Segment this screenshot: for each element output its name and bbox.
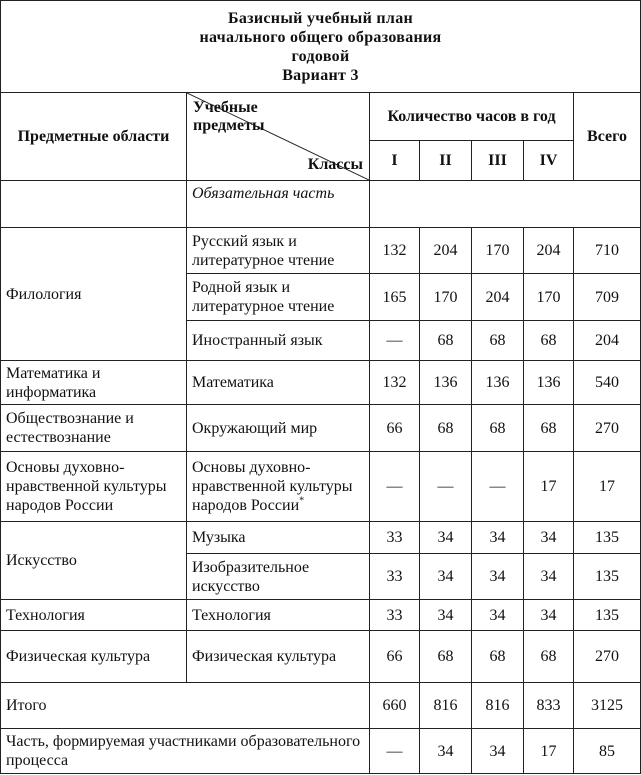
participants-part-label: Часть, формируемая участниками образовательного процесса [1, 729, 370, 774]
subject-cell: Русский язык и литературное чтение [187, 228, 370, 274]
total-cell: 17 [574, 452, 641, 522]
value-cell: 660 [370, 683, 420, 729]
value-cell: 132 [370, 361, 420, 405]
subject-cell: Окружающий мир [187, 405, 370, 452]
table-row [1, 405, 641, 452]
total-cell: 135 [574, 554, 641, 600]
value-cell: 165 [370, 274, 420, 321]
value-cell: 34 [524, 522, 574, 554]
area-cell: Филология [1, 228, 187, 361]
value-cell: — [370, 729, 420, 774]
value-cell: 204 [472, 274, 524, 321]
value-cell: 33 [370, 600, 420, 631]
total-cell: 204 [574, 321, 641, 361]
title-line-2: начального общего образования [199, 28, 442, 46]
participants-part-row [1, 729, 641, 774]
value-cell: 68 [472, 405, 524, 452]
mandatory-label: Обязательная часть [187, 181, 370, 228]
table-row [1, 600, 641, 631]
mandatory-area-empty [1, 181, 187, 228]
value-cell: 833 [524, 683, 574, 729]
total-cell: 85 [574, 729, 641, 774]
header-areas: Предметные области [1, 93, 187, 181]
value-cell: 34 [472, 729, 524, 774]
total-cell: 3125 [574, 683, 641, 729]
area-cell: Математика и информатика [1, 361, 187, 405]
value-cell: 34 [420, 522, 472, 554]
footnote-mark: * [299, 495, 305, 507]
value-cell: 170 [524, 274, 574, 321]
header-grade-2: II [420, 141, 472, 181]
subject-cell: Иностранный язык [187, 321, 370, 361]
total-cell: 135 [574, 522, 641, 554]
value-cell: 17 [524, 729, 574, 774]
value-cell: 66 [370, 405, 420, 452]
header-row-1 [1, 93, 641, 141]
title-line-1: Базисный учебный план [227, 9, 414, 27]
table-row [1, 631, 641, 683]
table-row [1, 228, 641, 274]
area-cell: Обществознание и естествознание [1, 405, 187, 452]
value-cell: 68 [524, 405, 574, 452]
subject-cell: Музыка [187, 522, 370, 554]
value-cell: 136 [524, 361, 574, 405]
table-row [1, 522, 641, 554]
value-cell: 204 [524, 228, 574, 274]
value-cell: 34 [524, 554, 574, 600]
subject-cell-with-footnote [187, 452, 370, 522]
value-cell: — [370, 321, 420, 361]
value-cell: 34 [472, 600, 524, 631]
subject-cell: Основы духовно-нравственной культуры народов России [192, 459, 353, 514]
header-subjects-classes [187, 93, 370, 181]
total-cell: 270 [574, 405, 641, 452]
subject-cell: Математика [187, 361, 370, 405]
value-cell: — [420, 452, 472, 522]
total-row [1, 683, 641, 729]
title-line-4: Вариант 3 [282, 66, 359, 84]
value-cell: 66 [370, 631, 420, 683]
value-cell: 68 [420, 631, 472, 683]
title-line-3: годовой [291, 47, 350, 65]
table-row [1, 452, 641, 522]
value-cell: 170 [472, 228, 524, 274]
value-cell: 34 [420, 600, 472, 631]
value-cell: 816 [420, 683, 472, 729]
subject-cell: Родной язык и литературное чтение [187, 274, 370, 321]
subject-cell: Технология [187, 600, 370, 631]
header-total: Всего [574, 93, 641, 181]
value-cell: 68 [524, 321, 574, 361]
table-title [1, 1, 641, 93]
area-cell: Физическая культура [1, 631, 187, 683]
value-cell: 34 [472, 554, 524, 600]
mandatory-values-empty [370, 181, 641, 228]
mandatory-row [1, 181, 641, 228]
value-cell: 816 [472, 683, 524, 729]
value-cell: 34 [524, 600, 574, 631]
value-cell: 68 [472, 631, 524, 683]
header-grade-4: IV [524, 141, 574, 181]
total-cell: 709 [574, 274, 641, 321]
value-cell: 34 [420, 729, 472, 774]
value-cell: 68 [420, 321, 472, 361]
value-cell: 34 [420, 554, 472, 600]
value-cell: 170 [420, 274, 472, 321]
header-grade-3: III [472, 141, 524, 181]
table-row [1, 361, 641, 405]
value-cell: 33 [370, 554, 420, 600]
subject-cell: Физическая культура [187, 631, 370, 683]
area-cell: Искусство [1, 522, 187, 600]
header-hours: Количество часов в год [370, 93, 574, 141]
value-cell: 132 [370, 228, 420, 274]
value-cell: 204 [420, 228, 472, 274]
total-cell: 540 [574, 361, 641, 405]
area-cell: Основы духовно-нравственной культуры народов России [1, 452, 187, 522]
value-cell: 17 [524, 452, 574, 522]
value-cell: 68 [472, 321, 524, 361]
value-cell: 34 [472, 522, 524, 554]
value-cell: 136 [420, 361, 472, 405]
value-cell: 33 [370, 522, 420, 554]
header-subjects: Учебные предметы [193, 99, 265, 134]
area-cell: Технология [1, 600, 187, 631]
title-row [1, 1, 641, 93]
total-cell: 270 [574, 631, 641, 683]
subject-cell: Изобразительное искусство [187, 554, 370, 600]
value-cell: — [370, 452, 420, 522]
value-cell: 68 [420, 405, 472, 452]
total-cell: 710 [574, 228, 641, 274]
value-cell: 68 [524, 631, 574, 683]
value-cell: 136 [472, 361, 524, 405]
total-label: Итого [1, 683, 370, 729]
total-cell: 135 [574, 600, 641, 631]
value-cell: — [472, 452, 524, 522]
header-classes: Классы [307, 156, 363, 173]
header-grade-1: I [370, 141, 420, 181]
